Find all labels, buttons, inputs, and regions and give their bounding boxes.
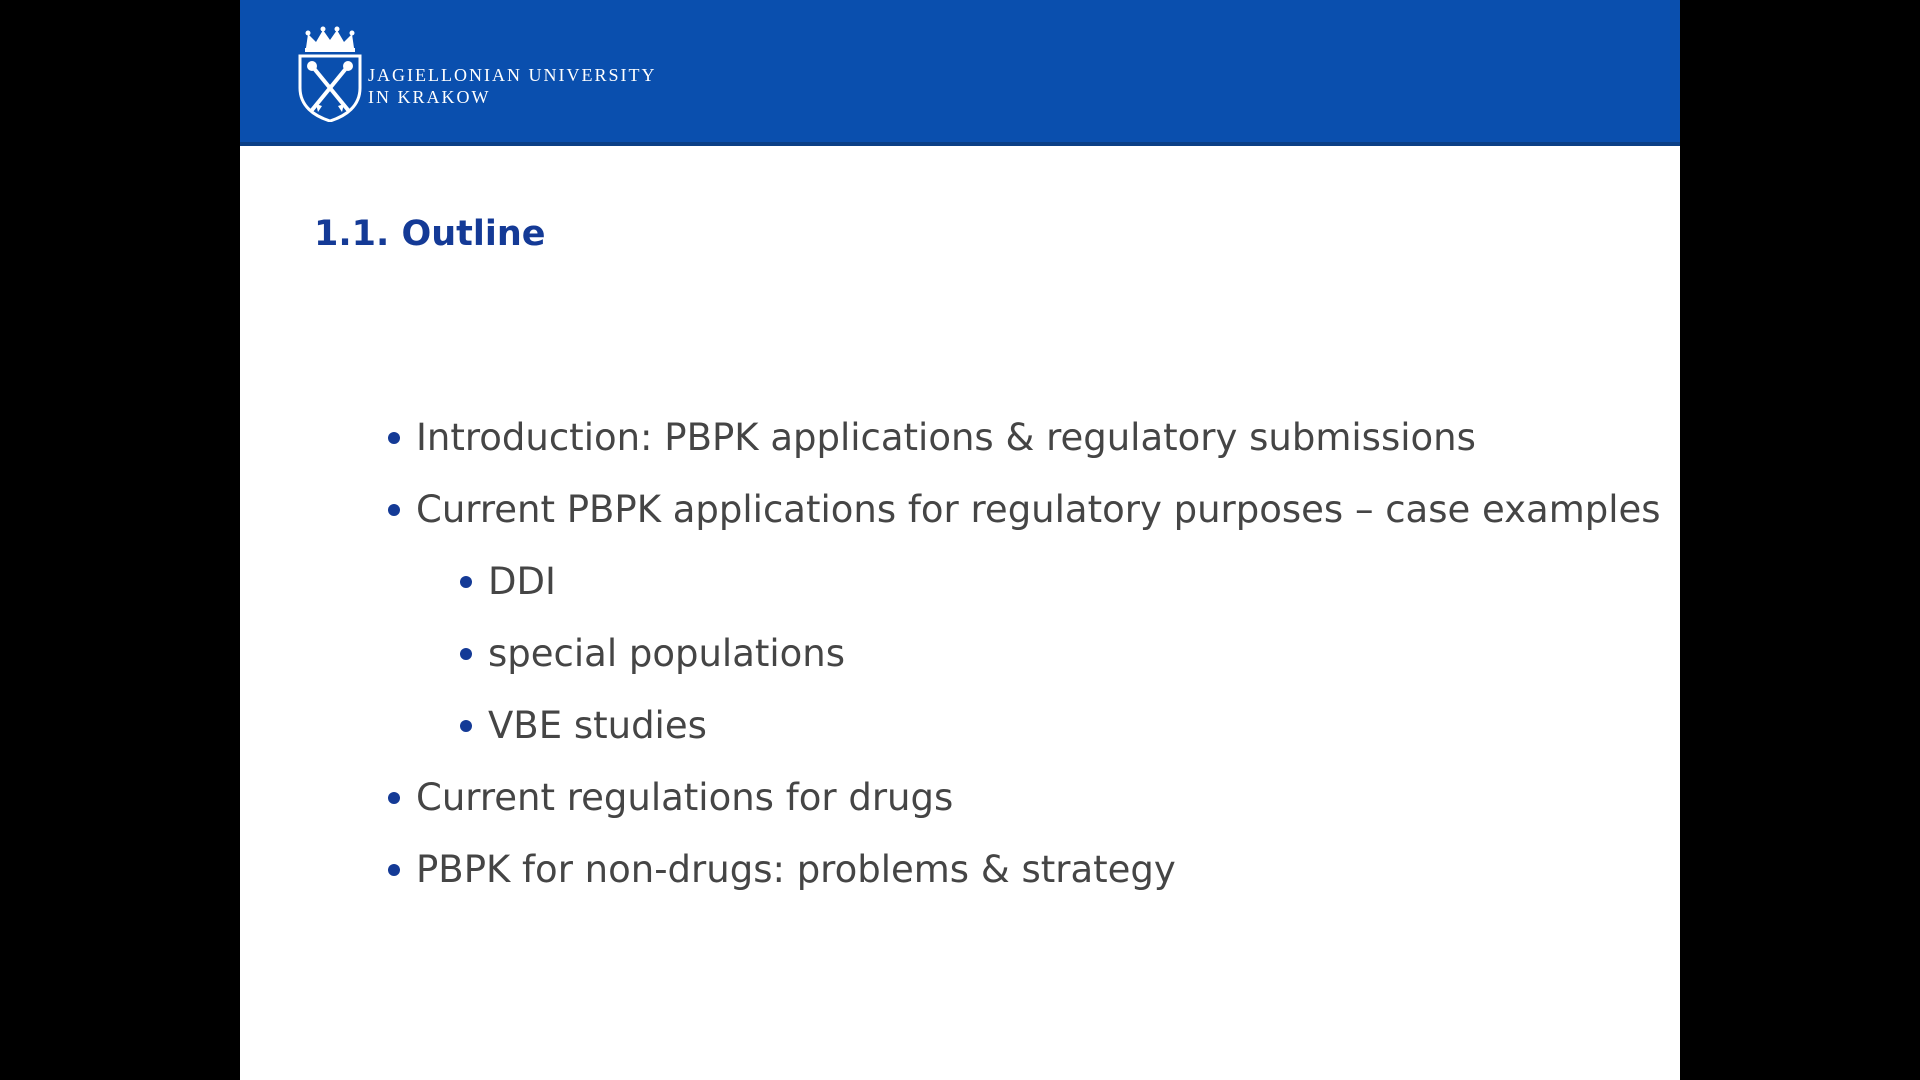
bullet-icon — [460, 648, 472, 660]
university-name-line-1: JAGIELLONIAN UNIVERSITY — [368, 65, 657, 85]
bullet-icon — [388, 792, 400, 804]
outline-list — [240, 0, 1680, 1080]
bullet-icon — [388, 432, 400, 444]
outline-item-text: PBPK for non-drugs: problems & strategy — [416, 848, 1176, 891]
bullet-icon — [460, 576, 472, 588]
slide-title: 1.1. Outline — [314, 214, 546, 254]
outline-subitem-text: VBE studies — [488, 704, 707, 747]
presentation-slide — [240, 0, 1680, 1080]
bullet-icon — [388, 504, 400, 516]
outline-item-text: Current PBPK applications for regulatory purposes – case examples — [416, 488, 1661, 531]
university-name-line-2: IN KRAKOW — [368, 87, 491, 107]
outline-subitem-text: special populations — [488, 632, 846, 675]
outline-item-text: Current regulations for drugs — [416, 776, 954, 819]
outline-subitem-text: DDI — [488, 560, 556, 603]
bullet-icon — [388, 864, 400, 876]
bullet-icon — [460, 720, 472, 732]
outline-item-text: Introduction: PBPK applications & regulatory submissions — [416, 416, 1476, 459]
